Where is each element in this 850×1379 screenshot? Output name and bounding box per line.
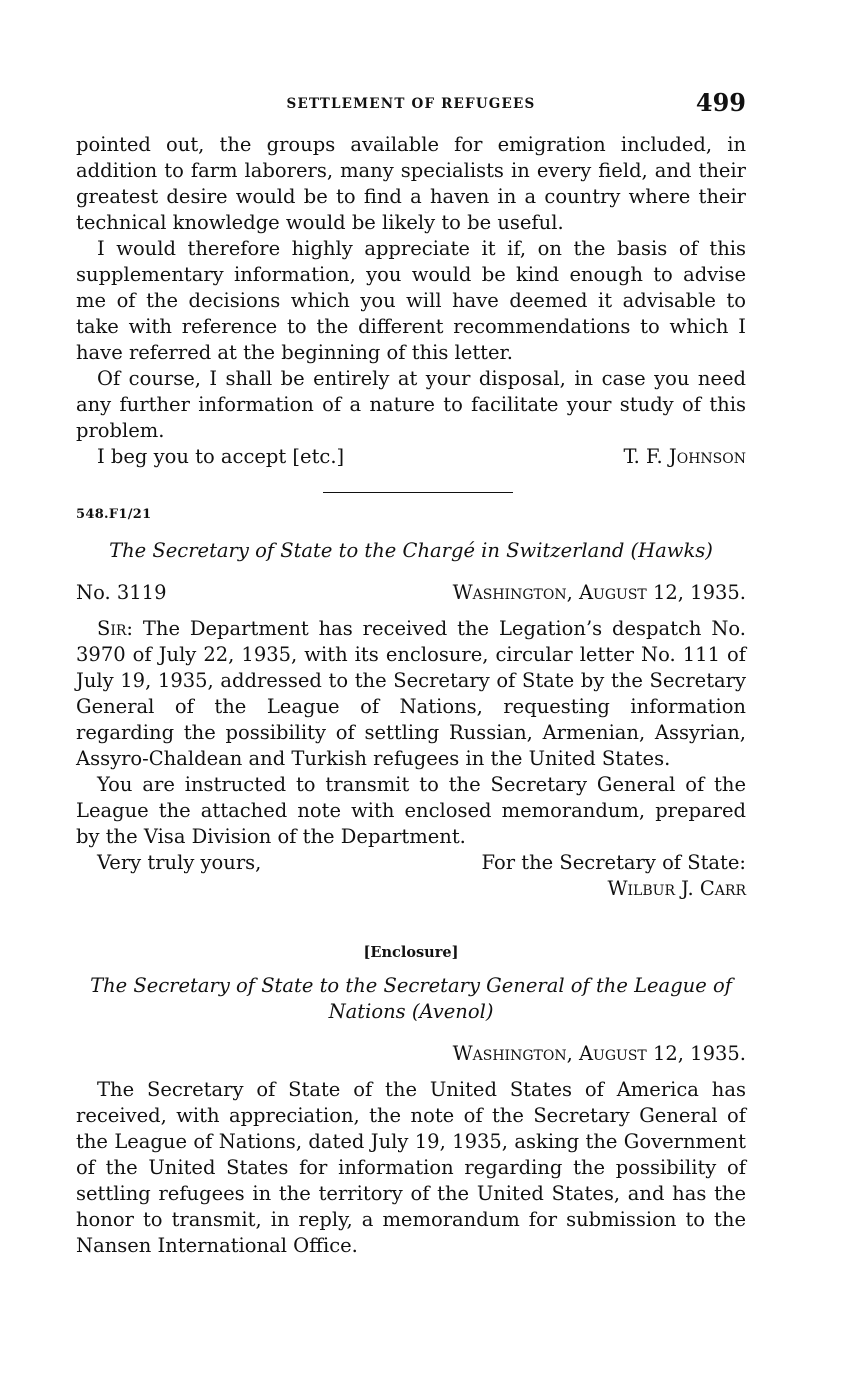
paragraph: Of course, I shall be entirely at your disposal, in case you need any further information of a nature to facilitate your study of this problem. [76,367,746,442]
signature: Wilbur J. Carr [607,877,746,900]
place-date: Washington, August 12, 1935. [452,1042,746,1065]
closing-text: Very truly yours, [97,851,262,874]
document-page [76,88,746,1259]
closing-text: I beg you to accept [etc.] [97,445,345,468]
page-number: 499 [695,88,746,117]
paragraph-body: The Department has received the Legation’s despatch No. 3970 of July 22, 1935, with its enclosure, circular letter No. 111 of July 19, 1935, addressed to the Secretary of State by the Secretary General of the League of Nations, requesting information regarding the possibility of settling Russian, Armenian, Assyrian, Assyro-Chaldean and Turkish refugees in the United States. [76,617,747,770]
salutation: Sir: [97,617,133,640]
closing-line [76,850,746,876]
paragraph: I would therefore highly appreciate it if, on the basis of this supplementary information, you would be kind enough to advise me of the decisions which you will have deemed it advisable to take with reference to the different recommendations to which I have referred at the beginning of this letter. [76,237,746,364]
place-date: Washington, August 12, 1935. [452,581,746,604]
closing-line [76,444,746,470]
paragraph: You are instructed to transmit to the Secretary General of the League the attached note with enclosed memorandum, prepared by the Visa Division of the Department. [76,773,746,848]
enclosure-label: [Enclosure] [363,944,459,961]
enclosure-note [76,1077,746,1259]
running-title: SETTLEMENT OF REFUGEES [286,96,536,112]
running-header [76,88,746,122]
document-heading: The Secretary of State to the Chargé in Switzerland (Hawks) [109,539,713,562]
file-number: 548.F1/21 [76,507,152,522]
letter-continuation [76,132,746,444]
instruction-letter [76,616,746,850]
paragraph [76,616,746,772]
signature: T. F. Johnson [623,445,746,468]
paragraph: The Secretary of State of the United States of America has received, with appreciation, the note of the Secretary General of the League of Nations, dated July 19, 1935, asking the Government of the United States for information regarding the possibility of settling refugees in the territory of the United States, and has the honor to transmit, in reply, a memorandum for submission to the Nansen International Office. [76,1078,746,1257]
paragraph: pointed out, the groups available for emigration included, in addition to farm laborers, many specialists in every field, and their greatest desire would be to find a haven in a country where their technical knowledge would be likely to be useful. [76,133,746,234]
for-line: For the Secretary of State: [481,851,746,874]
section-divider [323,492,513,493]
document-heading: The Secretary of State to the Secretary General of the League of Nations (Avenol) [90,974,732,1023]
doc-number-line [76,580,746,606]
doc-number: No. 3119 [76,581,167,604]
